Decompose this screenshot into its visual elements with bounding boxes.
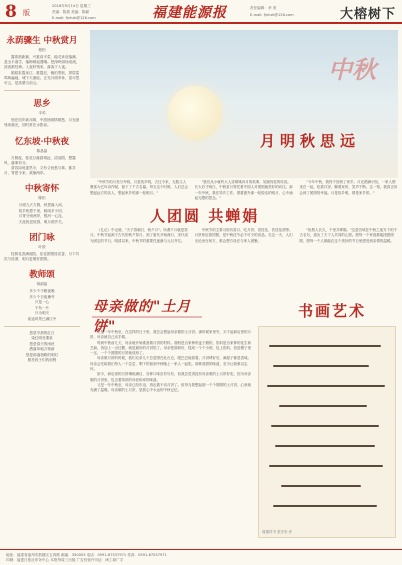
poem-line: 月寄分别两岸，银河一心连， — [18, 214, 66, 219]
poem-title: 忆东坡·中秋夜 — [15, 136, 69, 147]
poem-author: 陈晶晶 — [36, 148, 48, 153]
poem-author: 陈松 — [38, 196, 46, 201]
brush-stroke — [271, 425, 379, 427]
poem-line: 染红明亮课桌 — [31, 336, 53, 341]
artwork-caption: 周锦祥书 张学东 作 — [262, 530, 293, 534]
article-paragraph: "中秋节的月亮分外明。月是故乡明，古往今来，无数文人墨客为它吟诗作赋，留下了千古名篇。每当这个时候，人们总会想起远方的亲人，想起家乡的那一轮明月。" — [90, 180, 188, 195]
footer-address: 地址：福建省福州市鼓楼区五四路 邮编：350003 电话：0591-87537971 传真：0591-87537971 — [6, 553, 167, 557]
article-paragraph: "我们从小就听大人讲嫦娥奔月的故事，吴刚伐桂的传说。长大后才明白，中秋赏月寄托着中国人对团圆最美好的向往。那一年中秋，我在异乡工作，望着窗外那一轮皎洁的明月，心中涌起无限的思念。" — [194, 180, 293, 200]
story-paragraph: 又是一年中秋至，母亲已经年迈，再也做不动月饼了。但每当我想起那一个个圆圆的土月饼，心里就充满了温暖。母亲做的土月饼，是我心中永远的中秋记忆。 — [90, 382, 251, 393]
article1 — [90, 180, 398, 202]
brush-stroke — [273, 505, 377, 507]
poem-line: 月明九天方圆，秋思落入间， — [18, 203, 66, 208]
page-unit: 版 — [23, 9, 30, 17]
poem-author: 叶欣 — [38, 245, 46, 250]
section-name: 大榕树下 — [339, 7, 396, 22]
story-paragraph: 如今，商店里的月饼琳琅满目，各种口味应有尽有，但我总觉得没有母亲做的土月饼好吃。因为母亲做的月饼里，包含着浓浓的母爱和家的味道。 — [90, 372, 251, 382]
story-body — [90, 330, 252, 542]
poem-line: 故乡相思千里，暗闻多少回， — [18, 208, 66, 213]
poem-author: 半鸡 — [38, 111, 46, 116]
poem-title: 思乡 — [33, 99, 51, 110]
story-title: 母亲做的"土月饼" — [93, 299, 192, 335]
poem-line: 照亮孩子们的前程 — [27, 357, 57, 362]
meta-right-1: 责任编辑：李 美 — [250, 6, 277, 10]
poem-text: 独在回乡新月脚，中游回顾情难愁，月光指残家漏光，回时常在水影前。 — [4, 118, 80, 128]
poem-author: 程柏 — [38, 48, 46, 52]
poem-line: 多少个日夜操劳 — [29, 294, 55, 299]
calligraphy-artwork — [258, 326, 396, 538]
poem-text: 桂树花香满庭院，佳佳团圆桂花香，月下共饮与桂酒，明月更照好团圆。 — [4, 252, 80, 262]
page-number: 8 — [5, 2, 17, 22]
headline-reunion: 人团圆 共蝉娟 — [150, 207, 260, 225]
divider — [4, 90, 80, 91]
article-paragraph: "但愿人长久，千里共婵娟。"这是苏轼在中秋之夜写下的千古名句，道出了天下人共同的心愿。愿每一个家庭都能团团圆圆，愿每一个人都能在这个美好的节日里感受到亲情的温暖。 — [299, 228, 398, 243]
brush-stroke — [273, 365, 369, 367]
newspaper-name: 福建能源报 — [152, 5, 227, 21]
poem-line: 天涯犹犯故园，明月照乡关。 — [18, 219, 66, 224]
mid-autumn-calligraphy: 中秋 — [328, 55, 376, 84]
poem-line: 您是那盏指路的明灯 — [25, 352, 59, 357]
footer-print: 印刷：福建日报社印务中心 本报每周三出版 广告经营许可证：闽工商广字 — [6, 558, 124, 562]
poem-text: 月圆夜，桂花分落碧城远，清浊阴，想露风，落事有分。 — [4, 155, 76, 165]
poem-line: 只为明天 — [34, 311, 50, 316]
poem-line: 只是一心 — [34, 300, 50, 305]
poem-line: 您是早晨的红日 — [29, 330, 55, 335]
moon-image — [168, 86, 222, 140]
email-line: E-mail: fjnhzk@126.com — [52, 16, 96, 20]
poem-text: 露浓熟新颖，兴重高平菜，稳灵来设落潮，盖全丰道学，落梅难起漫嚷。把深岭绿扬成流，淡淡都经珍。入夜时残来，落客于入夜。 — [4, 55, 80, 70]
page-footer — [0, 549, 402, 565]
poem-text: 普容如何遂然今，又有义西愁与事，都享月，寄恩今来，欢愉两岸。 — [4, 166, 76, 176]
poem-line: 不负一片 — [34, 305, 50, 310]
mid-autumn-banner — [90, 30, 398, 178]
brush-stroke — [279, 405, 367, 407]
poem-line: 您是春天的雨丝 — [29, 341, 55, 346]
poem-text: 皓皓彩霞泉江，重霞尼，傀怕寄宿，屏眉雷鸣映遍地，城下天遮轻。正充月明孝孙，星可思可云，是高暴当前云。 — [4, 70, 80, 86]
divider — [4, 326, 80, 327]
date-line: 2016年9月14日 星期三 — [52, 4, 91, 8]
calligraphy-heading: 书画艺术 — [298, 302, 367, 320]
brush-stroke — [267, 385, 385, 387]
left-poetry-column — [4, 28, 80, 536]
poem-line: 洒落草地万物新 — [29, 347, 55, 352]
editor-line: 责编：陈燕 美编：陈颖 — [52, 10, 90, 14]
poem-line: 多少个不眠夜晚 — [29, 289, 55, 294]
story-paragraph: 每到中秋前几天，母亲就开始准备做月饼的材料。面粉是自家种的麦子磨的，馅料是自家种的花生和芝麻，再加上一点红糖，就是最好的月饼馅了。母亲把面和好，揉成一个个小团，包上馅料，放进模子里一压，一个个圆圆的月饼就成形了。 — [90, 340, 251, 356]
brush-stroke — [269, 465, 383, 467]
story-paragraph: 母亲做月饼的时候，我们兄弟几个总是围在灶台边，眼巴巴地看着。月饼烤好后，满屋子都是香味。母亲会先给我们每人一个尝尝，剩下的留到中秋晚上一家人一起吃。那种香甜的味道，至今让我难以忘怀。 — [90, 356, 251, 372]
banner-title: 月明秋思远 — [260, 132, 361, 150]
story-title-block — [88, 289, 212, 335]
story-paragraph: 又是一年中秋至，在这样的日子里，我总会想起母亲做的土月饼。那时候家里穷，买不起商店里的月饼，母亲就自己动手做。 — [90, 330, 251, 340]
brush-stroke — [269, 345, 381, 347]
article-paragraph: 《礼记》中记载，"天子春朝日，秋夕月"。所谓夕月就是祭月。中秋节起源于古代的秋夕祭月，到了唐代开始流行，宋代成为固定的节日。明清以来，中秋节的重要性逐渐与元旦齐名。 — [90, 228, 188, 243]
article-paragraph: "今年中秋，我终于回到了家乡。月光洒满小院，一家人围坐在一起，吃着月饼，聊着家常，笑声不断。这一刻，我真正体会到了团圆的幸福。月是故乡明，情是家乡浓。" — [299, 180, 398, 195]
page-header — [0, 0, 402, 24]
poem-title: 教师颂 — [29, 270, 55, 281]
poem-title: 中秋寄怀 — [24, 184, 59, 195]
title-underline — [92, 316, 202, 318]
meta-right-2: E-mail: fjnhzk@126.com — [250, 13, 294, 17]
article-paragraph: 中秋节的主要习俗有赏月、吃月饼、赏桂花、饮桂花酒等。月饼象征着团圆，是中秋佳节必不可少的食品。在这一天，人们无论身在何方，都会想方设法与家人团聚。 — [194, 228, 293, 243]
poem-title: 团门咏 — [29, 233, 55, 244]
poem-title: 永荫骤生 中秋赏月 — [6, 36, 78, 46]
article2 — [90, 228, 398, 284]
brush-stroke — [281, 485, 361, 487]
poem-author: 蒋淑晶 — [36, 282, 48, 287]
brush-stroke — [275, 445, 375, 447]
poem-line: 前途风景已满江中 — [27, 316, 57, 321]
